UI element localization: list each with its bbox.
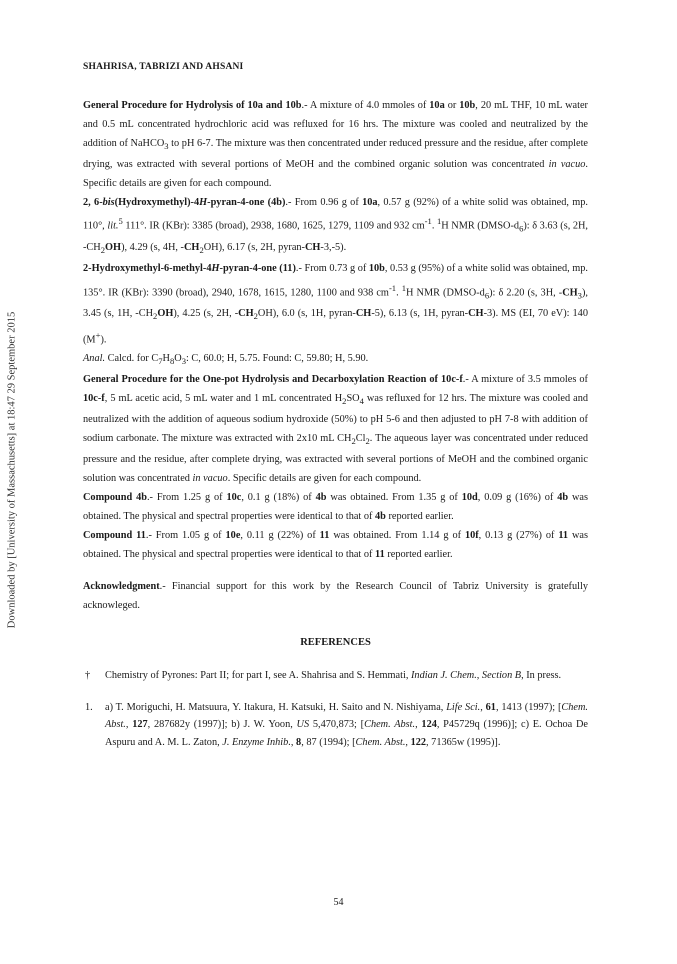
reference-number: 1.	[85, 701, 93, 713]
paragraph-compound-11: 2-Hydroxymethyl-6-methyl-4H-pyran-4-one (11).- From 0.73 g of 10b, 0.53 g (95%) of a white solid was obtained, mp. 135°. IR (KBr): 3390 (broad), 2940, 1678, 1615, 1280, 1100 and 938 $cm^{-1}$. $^1$H NMR $(DMSO-d_6)$: δ 2.20 (s, 3H, $-CH_3$), 3.45 (s, 1H, $-CH_2OH$), 4.25 (s, 2H, $-CH_2OH$), 6.0 (s, 1H, pyran-CH-5), 6.13 (s, 1H, pyran-CH-3). MS (EI, 70 eV): 140 (M+).	[83, 262, 588, 346]
page-number: 54	[333, 897, 344, 908]
paragraph-acknowledgment: Acknowledgment.- Financial support for this work by the Research Council of Tabriz University is gratefully acknowleged.	[83, 581, 588, 612]
running-head: SHAHRISA, TABRIZI AND AHSANI	[83, 62, 244, 72]
reference-text: a) T. Moriguchi, H. Matsuura, Y. Itakura, H. Katsuki, H. Saito and N. Nishiyama, Life Sci., 61, 1413 (1997); [Chem. Abst., 127, 287682y (1997)]; b) J. W. Yoon, US 5,470,873; [Chem. Abst., 124, P45729q (1996)]; c) E. Ochoa De Aspuru and A. M. L. Zaton, J. Enzyme Inhib., 8, 87 (1994); [Chem. Abst., 122, 71365w (1995)].	[105, 701, 588, 748]
paragraph-compound-4b: 2, 6-bis(Hydroxymethyl)-4H-pyran-4-one (4b).- From 0.96 g of 10a, 0.57 g (92%) of a white solid was obtained, mp. 110°, lit.$^5$ 111°. IR (KBr): 3385 (broad), 2938, 1680, 1625, 1279, 1109 and 932 $cm^{-1}$. $^1$H NMR $(DMSO-d_6)$: δ 3.63 (s, 2H, $-CH_2OH$), 4.29 (s, 4H, $-CH_2OH$), 6.17 (s, 2H, pyran-CH-3,-5).	[83, 196, 589, 255]
reference-item	[83, 667, 588, 685]
download-watermark-text: Downloaded by [University of Massachusetts] at 18:47 29 September 2015	[6, 311, 18, 629]
paragraph-general-hydrolysis: General Procedure for Hydrolysis of 10a and 10b.- A mixture of 4.0 mmoles of 10a or 10b, 20 mL THF, 10 mL water and 0.5 mL concentrated hydrochloric acid was refluxed for 16 hrs. The mixture was cooled and neutralized by the addition of NaHCO$_3$ to pH 6-7. The mixture was then concentrated under reduced pressure and the residue, after complete drying, was extracted with several portions of MeOH and the combined organic solution was concentrated in vacuo. Specific details are given for each compound.	[83, 100, 588, 189]
paragraph-analysis: Anal. Calcd. for $C_7H_8O_3$: C, 60.0; H, 5.75. Found: C, 59.80; H, 5.90.	[83, 353, 369, 367]
reference-list	[83, 667, 588, 751]
download-watermark	[0, 240, 24, 700]
reference-item	[83, 699, 588, 752]
experimental-section	[83, 97, 588, 616]
references-heading: REFERENCES	[300, 637, 371, 649]
paragraph-compound-4b-from-10c: Compound 4b.- From 1.25 g of 10c, 0.1 g (18%) of 4b was obtained. From 1.35 g of 10d, 0.09 g (16%) of 4b was obtained. The physical and spectral properties were identical to that of 4b reported earlier.	[83, 491, 588, 522]
reference-text: Chemistry of Pyrones: Part II; for part I, see A. Shahrisa and S. Hemmati, Indian J. Chem., Section B, In press.	[105, 670, 562, 682]
reference-number: †	[85, 670, 91, 682]
article-body	[83, 97, 588, 766]
paragraph-general-decarboxylation: General Procedure for the One-pot Hydrolysis and Decarboxylation Reaction of 10c-f.- A mixture of 3.5 mmoles of 10c-f, 5 mL acetic acid, 5 mL water and 1 mL concentrated $H_2SO_4$ was refluxed for 12 hrs. The mixture was cooled and neutralized with the addition of aqueous sodium hydroxide (50%) to pH 5-6 and then adjusted to pH 7-8 with addition of sodium carbonate. The mixture was extracted with 2x10 mL $CH_2Cl_2$. The aqueous layer was concentrated under reduced pressure and the residue, after complete drying, was extracted with several portions of MeOH and the combined organic solution was concentrated in vacuo. Specific details are given for each compound.	[83, 374, 589, 484]
paragraph-compound-11-from-10e: Compound 11.- From 1.05 g of 10e, 0.11 g (22%) of 11 was obtained. From 1.14 g of 10f, 0.13 g (27%) of 11 was obtained. The physical and spectral properties were identical to that of 11 reported earlier.	[83, 529, 588, 560]
